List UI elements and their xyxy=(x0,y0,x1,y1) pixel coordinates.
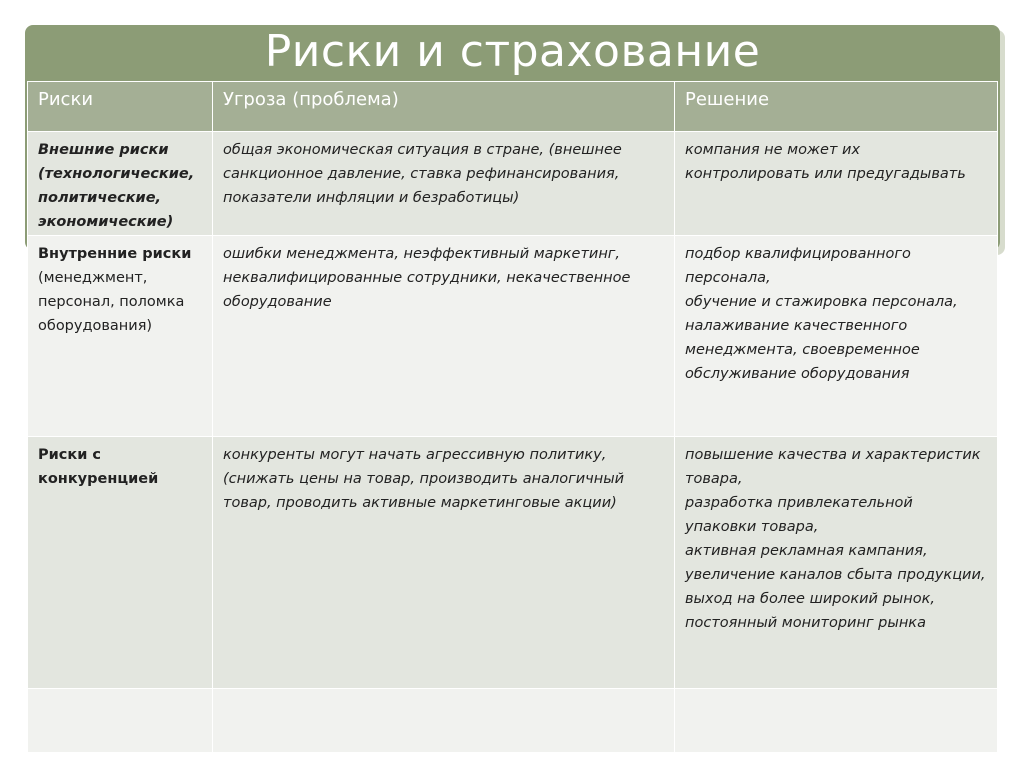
slide-title: Риски и страхование xyxy=(264,26,761,77)
column-header-threat: Угроза (проблема) xyxy=(213,82,675,132)
empty-cell xyxy=(28,689,213,753)
empty-cell xyxy=(675,689,998,753)
table-header-row xyxy=(28,82,998,132)
table-row xyxy=(28,132,998,236)
column-header-risks: Риски xyxy=(28,82,213,132)
threat-cell: конкуренты могут начать агрессивную политику, (снижать цены на товар, производить аналогичный товар, проводить активные маркетинговые акции) xyxy=(213,437,675,689)
risk-note: (технологические, политические, экономические) xyxy=(38,166,195,230)
solution-line: разработка привлекательной упаковки товара, xyxy=(685,495,913,535)
solution-line: активная рекламная кампания, xyxy=(685,543,928,559)
empty-cell xyxy=(213,689,675,753)
solution-line: увеличение каналов сбыта продукции, выход на более широкий рынок, xyxy=(685,567,986,607)
table-row-empty xyxy=(28,689,998,753)
risk-table xyxy=(27,81,998,753)
risk-cell xyxy=(28,132,213,236)
solution-line: налаживание качественного менеджмента, своевременное обслуживание оборудования xyxy=(685,318,920,382)
solution-line: подбор квалифицированного персонала, xyxy=(685,246,911,286)
solution-line: постоянный мониторинг рынка xyxy=(685,615,926,631)
solution-line: повышение качества и характеристик товара, xyxy=(685,447,981,487)
risk-note: (менеджмент, персонал, поломка оборудования) xyxy=(38,270,185,334)
solution-line: компания не может их контролировать или предугадывать xyxy=(685,142,966,182)
risk-cell xyxy=(28,236,213,437)
table-row xyxy=(28,437,998,689)
solution-cell xyxy=(675,437,998,689)
threat-cell: ошибки менеджмента, неэффективный маркетинг, неквалифицированные сотрудники, некачественное оборудование xyxy=(213,236,675,437)
threat-cell: общая экономическая ситуация в стране, (внешнее санкционное давление, ставка рефинансирования, показатели инфляции и безработицы) xyxy=(213,132,675,236)
risk-cell xyxy=(28,437,213,689)
table-row xyxy=(28,236,998,437)
risk-title: Внутренние риски xyxy=(38,246,192,262)
solution-line: обучение и стажировка персонала, xyxy=(685,294,958,310)
solution-cell xyxy=(675,236,998,437)
risk-title: Внешние риски xyxy=(38,142,169,158)
solution-cell xyxy=(675,132,998,236)
risk-title: Риски с конкуренцией xyxy=(38,447,159,487)
column-header-solution: Решение xyxy=(675,82,998,132)
